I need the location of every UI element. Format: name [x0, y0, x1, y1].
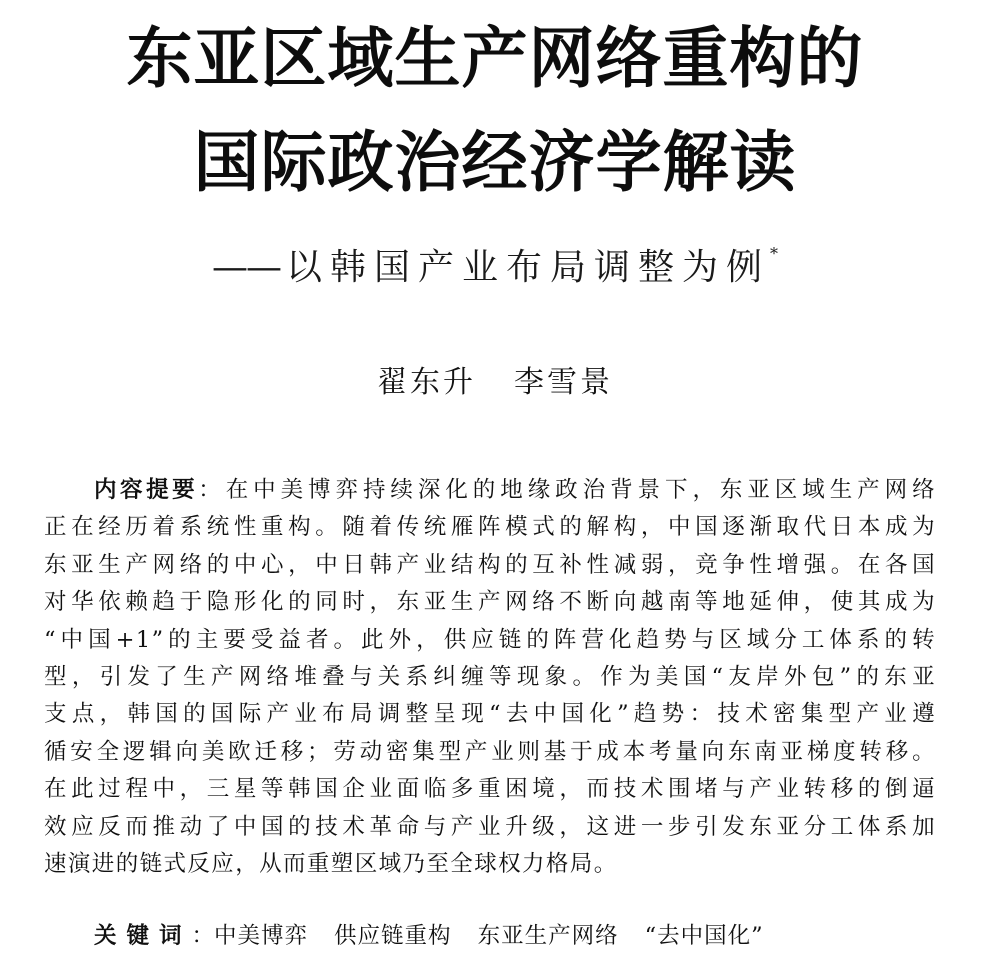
author-list: [0, 365, 990, 400]
abstract-line: 对华依赖趋于隐形化的同时，东亚生产网络不断向越南等地延伸，使其成为: [44, 589, 936, 616]
paper-subtitle: [0, 244, 990, 288]
abstract-line: 效应反而推动了中国的技术革命与产业升级，这进一步引发东亚分工体系加: [44, 813, 936, 840]
keyword: 中美博弈: [214, 923, 309, 949]
keywords-label: 关键词: [94, 923, 192, 949]
subtitle-text: 以韩国产业布局调整为例: [285, 247, 770, 288]
paper-title-line-2: 国际政治经济学解读: [193, 124, 797, 201]
footnote-marker: *: [770, 244, 778, 263]
abstract-line: “中国+1”的主要受益者。此外，供应链的阵营化趋势与区域分工体系的转: [44, 626, 936, 653]
author-name: 李雪景: [514, 365, 613, 400]
abstract-line: 型，引发了生产网络堆叠与关系纠缠等现象。作为美国“友岸外包”的东亚: [44, 663, 936, 690]
abstract-line: [44, 472, 936, 509]
author-name: 翟东升: [377, 365, 476, 400]
keyword: “去中国化”: [644, 923, 764, 949]
abstract-line: 速演进的链式反应，从而重塑区域乃至全球权力格局。: [44, 850, 618, 877]
abstract-line: 循安全逻辑向美欧迁移；劳动密集型产业则基于成本考量向东南亚梯度转移。: [44, 738, 936, 765]
keywords-colon: ：: [191, 923, 215, 949]
subtitle-dash: ——: [211, 247, 280, 288]
abstract-label: 内容提要: [94, 477, 199, 503]
abstract-line: 在此过程中，三星等韩国企业面临多重困境，而技术围堵与产业转移的倒逼: [44, 776, 936, 803]
abstract-text: ：在中美博弈持续深化的地缘政治背景下，东亚区域生产网络: [198, 477, 936, 503]
abstract-line: 东亚生产网络的中心，中日韩产业结构的互补性减弱，竞争性增强。在各国: [44, 551, 936, 578]
abstract-line: 支点，韩国的国际产业布局调整呈现“去中国化”趋势：技术密集型产业遵: [44, 701, 936, 728]
keyword: 东亚生产网络: [477, 923, 619, 949]
abstract: [44, 472, 936, 883]
keywords: [94, 922, 764, 951]
abstract-line: 正在经历着系统性重构。随着传统雁阵模式的解构，中国逐渐取代日本成为: [44, 514, 936, 541]
paper-title-line-1: 东亚区域生产网络重构的: [126, 20, 864, 97]
keyword: 供应链重构: [334, 923, 452, 949]
